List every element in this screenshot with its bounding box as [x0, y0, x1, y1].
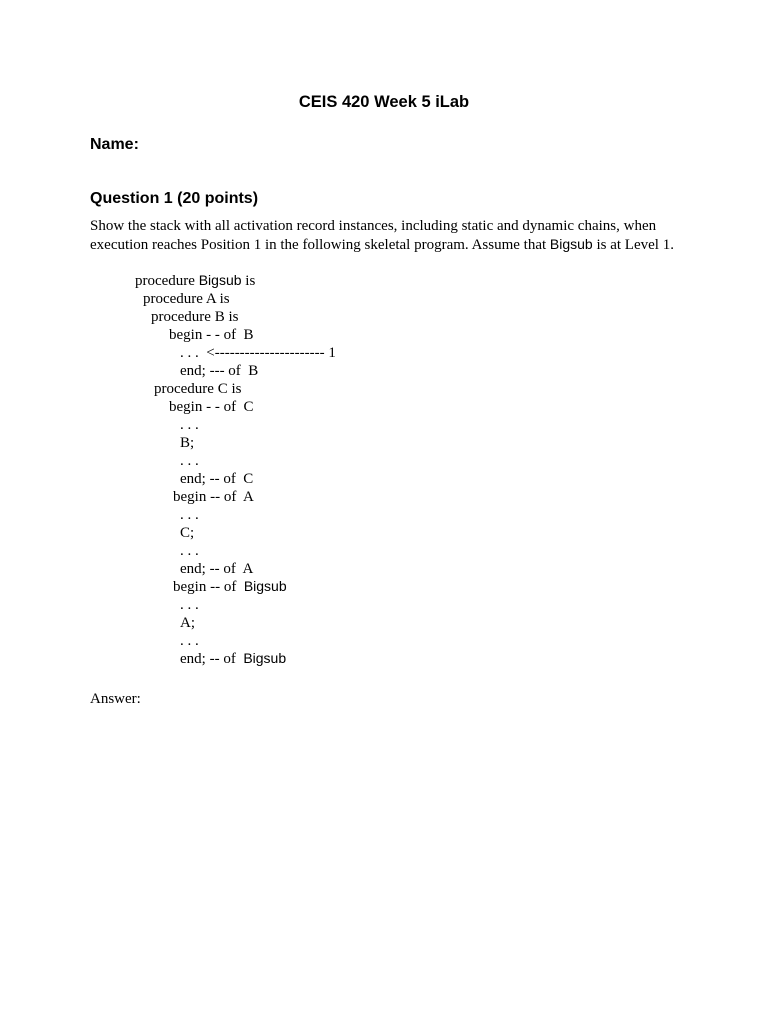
code-line: procedure Bigsub is — [135, 272, 256, 289]
question-text — [90, 217, 690, 254]
code-line: . . . — [180, 543, 199, 559]
document-title: CEIS 420 Week 5 iLab — [298, 93, 470, 111]
code-line: procedure A is — [143, 291, 230, 307]
question-text-term: Bigsub — [549, 236, 593, 252]
code-line: . . . — [180, 417, 199, 433]
code-line: begin - - of B — [169, 327, 254, 343]
code-line: C; — [180, 525, 195, 541]
code-line: A; — [180, 615, 195, 631]
code-line: begin - - of C — [169, 399, 254, 415]
code-line: . . . — [180, 507, 199, 523]
code-line: end; --- of B — [180, 363, 259, 379]
code-line: procedure B is — [151, 309, 239, 325]
code-line: begin -- of A — [173, 489, 254, 505]
question-heading: Question 1 (20 points) — [90, 190, 259, 207]
code-line: end; -- of C — [180, 471, 254, 487]
code-line: . . . — [180, 633, 199, 649]
code-line: begin -- of Bigsub — [173, 578, 287, 595]
name-label: Name: — [90, 136, 139, 153]
question-text-before: Show the stack with all activation record instances, including static and dynamic chains, when execution reaches Position 1 in the following skeletal program. Assume that — [90, 218, 657, 253]
code-line: end; -- of Bigsub — [180, 650, 287, 667]
answer-label: Answer: — [90, 691, 141, 707]
code-line: B; — [180, 435, 195, 451]
code-line: end; -- of A — [180, 561, 254, 577]
code-line: . . . <---------------------- 1 — [180, 345, 336, 361]
code-line: . . . — [180, 597, 199, 613]
question-text-after: is at Level 1. — [592, 237, 674, 253]
code-line: . . . — [180, 453, 199, 469]
code-line: procedure C is — [154, 381, 242, 397]
